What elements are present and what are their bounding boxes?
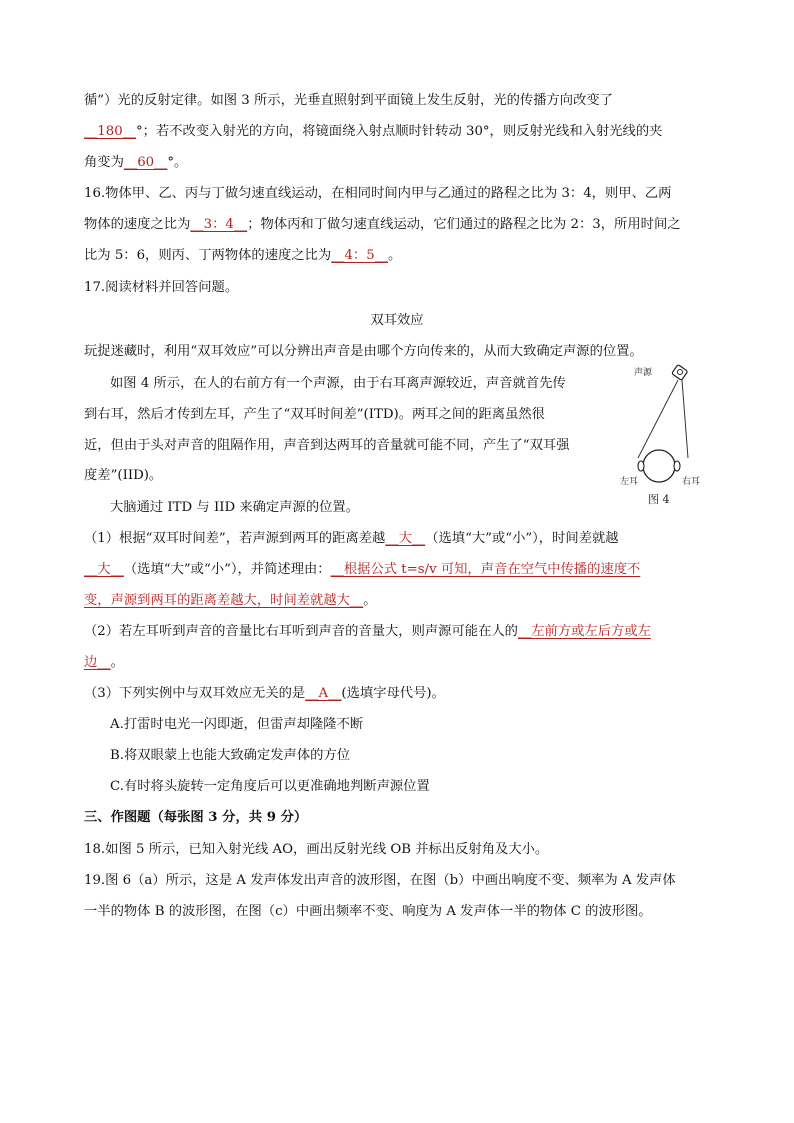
option-b: B.将双眼蒙上也能大致确定发声体的方位 — [110, 748, 351, 763]
figure-4-caption: 图 4 — [648, 493, 670, 506]
head-icon — [638, 450, 680, 482]
q17-intro: 17.阅读材料并回答问题。 — [84, 280, 239, 295]
q19-line2: 一半的物体 B 的波形图，在图（c）中画出频率不变、响度为 A 发声体一半的物体 C 的波形图。 — [84, 904, 652, 919]
answer-blank: __根据公式 t=s/v 可知，声音在空气中传播的速度不 — [330, 562, 641, 577]
answer-blank: __大__ — [84, 562, 124, 577]
q18-text: 18.如图 5 所示，已知入射光线 AO，画出反射光线 OB 并标出反射角及大小。 — [84, 842, 549, 857]
left-ear-label: 左耳 — [620, 477, 639, 487]
q17-sub1-line2: __大__（选填“大”或“小”），并简述理由：__根据公式 t=s/v 可知，声音在空气中传播的速度不 — [84, 562, 641, 577]
answer-blank: __3：4__ — [190, 217, 248, 232]
article-title: 双耳效应 — [370, 313, 424, 328]
sound-path-right — [682, 380, 688, 458]
q16-line3: 比为 5：6，则丙、丁两物体的速度之比为__4：5__。 — [84, 248, 402, 263]
q17-sub3: （3）下列实例中与双耳效应无关的是__A__(选填字母代号)。 — [84, 686, 445, 701]
sound-path-left — [638, 380, 678, 458]
section-3-heading: 三、作图题（每张图 3 分，共 9 分） — [84, 810, 308, 825]
q17-sub1-line1: （1）根据“双耳时间差”，若声源到两耳的距离差越__大__（选填“大”或“小”），时间差就越 — [84, 531, 619, 546]
q19-line1: 19.图 6（a）所示，这是 A 发声体发出声音的波形图，在图（b）中画出响度不变、频率为 A 发声体 — [84, 873, 676, 888]
q17-sub2-line2: 边__。 — [84, 655, 124, 670]
answer-blank: __左前方或左后方或左 — [517, 624, 651, 639]
option-a: A.打雷时电光一闪即逝，但雷声却隆隆不断 — [110, 717, 364, 732]
q15-line3: 角变为__60__°。 — [84, 155, 188, 170]
answer-blank: __4：5__ — [331, 248, 389, 263]
figure-4-source-label: 声源 — [634, 368, 653, 378]
answer-blank: __180__ — [84, 124, 136, 139]
article-p3: 大脑通过 ITD 与 IID 来确定声源的位置。 — [110, 500, 360, 515]
answer-blank: 边__ — [84, 655, 111, 670]
answer-blank: __60__ — [123, 155, 168, 170]
figure-4-diagram — [608, 362, 716, 508]
article-p2-line4: 度差”(IID)。 — [84, 468, 163, 483]
article-p2-line3: 近，但由于头对声音的阻隔作用，声音到达两耳的音量就可能不同，产生了“双耳强 — [84, 438, 570, 453]
option-c: C.有时将头旋转一定角度后可以更准确地判断声源位置 — [110, 779, 430, 794]
right-ear-label: 右耳 — [682, 477, 701, 487]
article-p1: 玩捉迷藏时，利用“双耳效应”可以分辨出声音是由哪个方向传来的，从而大致确定声源的位置。 — [84, 344, 643, 359]
q17-sub2-line1: （2）若左耳听到声音的音量比右耳听到声音的音量大，则声源可能在人的__左前方或左后方或左 — [84, 624, 651, 639]
q15-line2: __180__°；若不改变入射光的方向，将镜面绕入射点顺时针转动 30°，则反射光线和入射光线的夹 — [84, 124, 663, 139]
answer-blank: __A__ — [305, 686, 342, 701]
q16-line1: 16.物体甲、乙、丙与丁做匀速直线运动，在相同时间内甲与乙通过的路程之比为 3：4，则甲、乙两 — [84, 186, 672, 201]
q15-line1: 循”）光的反射定律。如图 3 所示，光垂直照射到平面镜上发生反射，光的传播方向改变了 — [84, 93, 613, 108]
q17-sub1-line3: 变，声源到两耳的距离差越大，时间差就越大__。 — [84, 593, 377, 608]
speaker-icon — [672, 364, 688, 380]
article-p2-line2: 到右耳，然后才传到左耳，产生了“双耳时间差”(ITD)。两耳之间的距离虽然很 — [84, 407, 545, 422]
q16-line2: 物体的速度之比为__3：4__；物体丙和丁做匀速直线运动，它们通过的路程之比为 2：3，所用时间之 — [84, 217, 681, 232]
answer-blank: 变，声源到两耳的距离差越大，时间差就越大__ — [84, 593, 364, 608]
answer-blank: __大__ — [385, 531, 426, 546]
article-p2-line1: 如图 4 所示，在人的右前方有一个声源，由于右耳离声源较近，声音就首先传 — [110, 376, 566, 391]
